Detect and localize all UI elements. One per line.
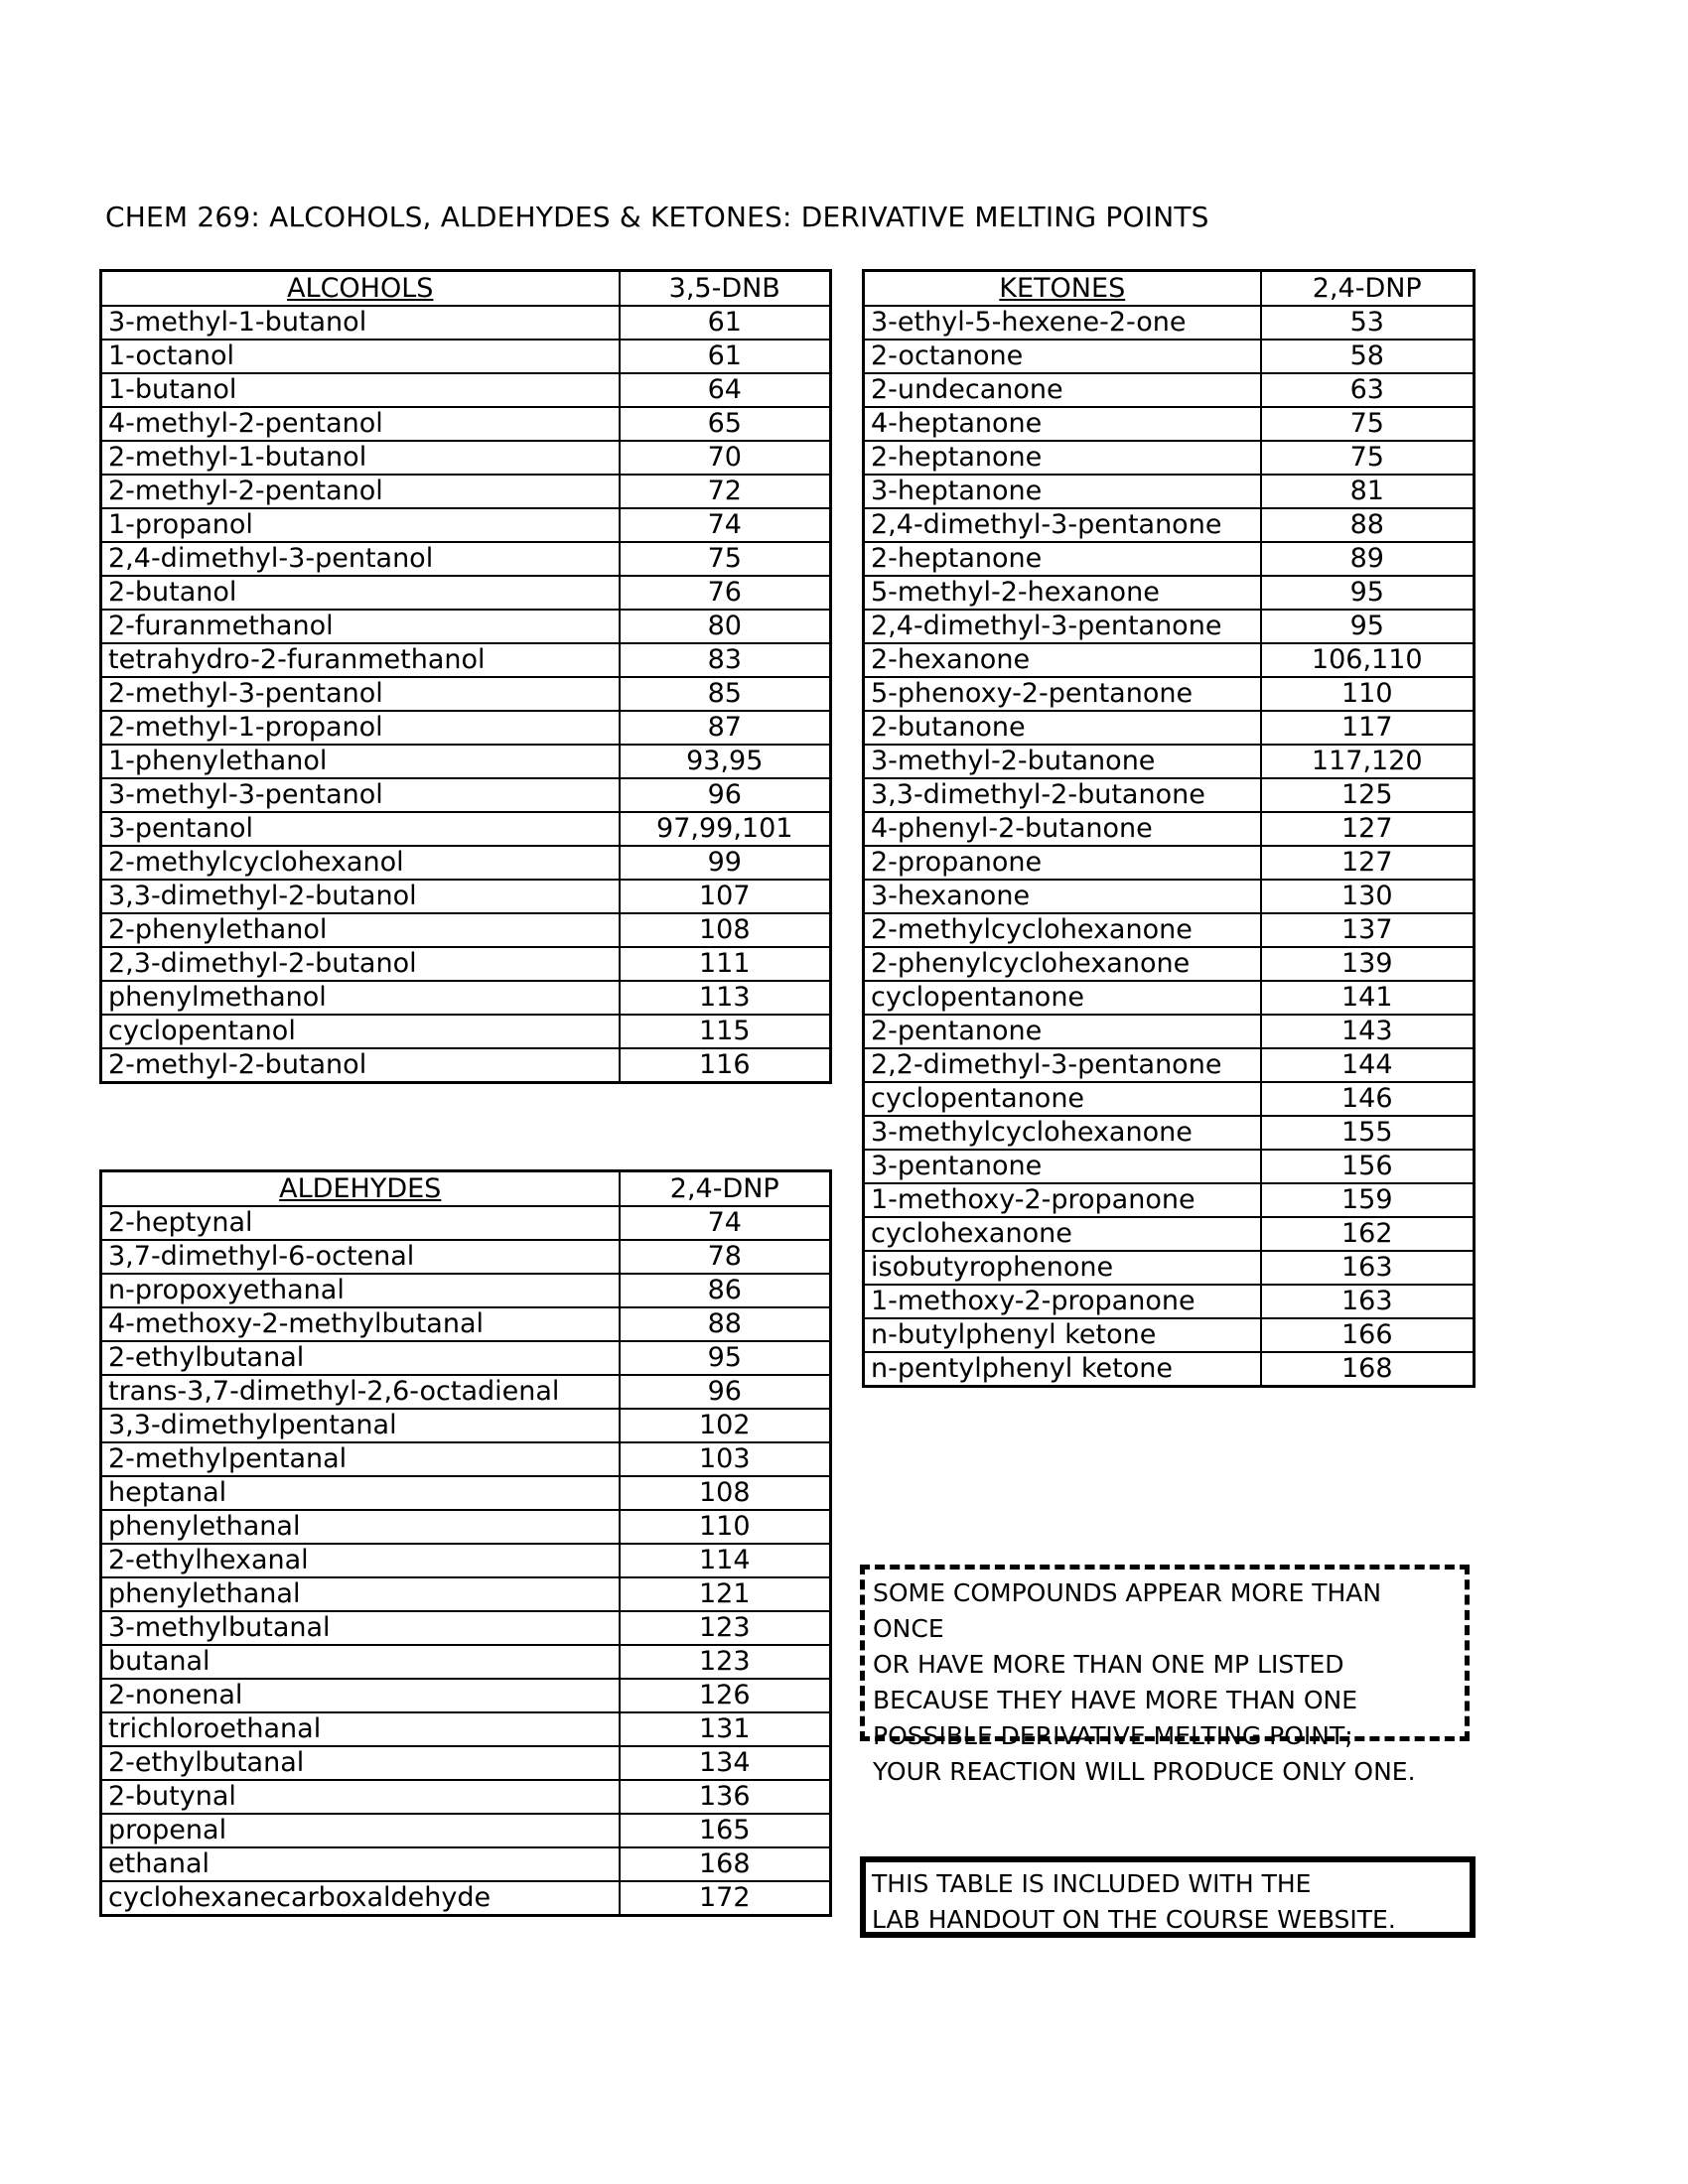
melting-point: 162 xyxy=(1261,1217,1475,1251)
melting-point: 127 xyxy=(1261,812,1475,846)
compound-name: 4-methyl-2-pentanol xyxy=(101,407,620,441)
table-row xyxy=(864,1217,1475,1251)
melting-point: 88 xyxy=(1261,508,1475,542)
melting-point: 75 xyxy=(1261,441,1475,475)
table-row xyxy=(101,913,831,947)
compound-name: 2-butanol xyxy=(101,576,620,610)
compound-name: 2-methyl-2-butanol xyxy=(101,1048,620,1083)
compound-name: 1-phenylethanol xyxy=(101,745,620,778)
melting-point: 107 xyxy=(620,880,831,913)
table-row xyxy=(101,947,831,981)
table-row xyxy=(864,610,1475,643)
melting-point: 80 xyxy=(620,610,831,643)
compound-name: 3-pentanol xyxy=(101,812,620,846)
melting-point: 159 xyxy=(1261,1183,1475,1217)
melting-point: 93,95 xyxy=(620,745,831,778)
melting-point: 168 xyxy=(1261,1352,1475,1387)
table-row xyxy=(101,407,831,441)
table-row xyxy=(101,643,831,677)
table-row xyxy=(101,981,831,1015)
compound-name: 2-phenylcyclohexanone xyxy=(864,947,1261,981)
melting-point: 115 xyxy=(620,1015,831,1048)
table-row xyxy=(864,475,1475,508)
compound-name: 2-undecanone xyxy=(864,373,1261,407)
compound-name: phenylethanal xyxy=(101,1510,620,1544)
compound-name: phenylmethanol xyxy=(101,981,620,1015)
compound-name: 3-methylcyclohexanone xyxy=(864,1116,1261,1150)
table-row xyxy=(101,778,831,812)
melting-point: 121 xyxy=(620,1577,831,1611)
melting-point: 110 xyxy=(620,1510,831,1544)
compound-name: 2-pentanone xyxy=(864,1015,1261,1048)
table-row xyxy=(864,947,1475,981)
melting-point: 64 xyxy=(620,373,831,407)
table-row xyxy=(101,610,831,643)
compound-name: 2-hexanone xyxy=(864,643,1261,677)
compound-name: 1-octanol xyxy=(101,340,620,373)
melting-point: 83 xyxy=(620,643,831,677)
table-row xyxy=(101,745,831,778)
table-row xyxy=(101,576,831,610)
melting-point: 72 xyxy=(620,475,831,508)
table-row xyxy=(864,306,1475,340)
melting-point: 61 xyxy=(620,306,831,340)
table-row xyxy=(864,677,1475,711)
melting-point: 155 xyxy=(1261,1116,1475,1150)
compound-name: 2-nonenal xyxy=(101,1679,620,1712)
table-row xyxy=(864,576,1475,610)
compound-name: 2-furanmethanol xyxy=(101,610,620,643)
melting-point: 53 xyxy=(1261,306,1475,340)
compound-name: 2-phenylethanol xyxy=(101,913,620,947)
melting-point: 58 xyxy=(1261,340,1475,373)
table-row xyxy=(864,745,1475,778)
table-row xyxy=(101,1307,831,1341)
table-row xyxy=(864,340,1475,373)
compound-name: n-pentylphenyl ketone xyxy=(864,1352,1261,1387)
compound-name: 3-methyl-1-butanol xyxy=(101,306,620,340)
melting-point: 96 xyxy=(620,778,831,812)
melting-point: 88 xyxy=(620,1307,831,1341)
table-row xyxy=(101,542,831,576)
compound-name: 2-propanone xyxy=(864,846,1261,880)
course-website-note: THIS TABLE IS INCLUDED WITH THE LAB HANDOUT ON THE COURSE WEBSITE. xyxy=(860,1856,1476,1938)
compound-name: n-butylphenyl ketone xyxy=(864,1318,1261,1352)
compound-name: 2,4-dimethyl-3-pentanone xyxy=(864,610,1261,643)
compound-name: 2-ethylbutanal xyxy=(101,1746,620,1780)
compound-name: 5-phenoxy-2-pentanone xyxy=(864,677,1261,711)
table-row xyxy=(101,1510,831,1544)
column-header-compound: ALCOHOLS xyxy=(101,271,620,307)
melting-point: 163 xyxy=(1261,1251,1475,1285)
melting-point: 75 xyxy=(620,542,831,576)
melting-point: 117 xyxy=(1261,711,1475,745)
melting-point: 70 xyxy=(620,441,831,475)
table-row xyxy=(101,1375,831,1409)
melting-point: 134 xyxy=(620,1746,831,1780)
aldehydes-table xyxy=(99,1169,832,1917)
compound-name: cyclopentanol xyxy=(101,1015,620,1048)
table-row xyxy=(864,1082,1475,1116)
table-row xyxy=(864,1318,1475,1352)
compound-name: ethanal xyxy=(101,1847,620,1881)
compound-name: propenal xyxy=(101,1814,620,1847)
table-row xyxy=(101,441,831,475)
compound-name: 2-heptynal xyxy=(101,1206,620,1240)
compound-name: 2-methyl-3-pentanol xyxy=(101,677,620,711)
melting-point: 111 xyxy=(620,947,831,981)
melting-point: 156 xyxy=(1261,1150,1475,1183)
compound-name: 3-pentanone xyxy=(864,1150,1261,1183)
melting-point: 146 xyxy=(1261,1082,1475,1116)
melting-point: 113 xyxy=(620,981,831,1015)
compound-name: 3,3-dimethyl-2-butanone xyxy=(864,778,1261,812)
compound-name: heptanal xyxy=(101,1476,620,1510)
column-header-derivative: 2,4-DNP xyxy=(620,1171,831,1207)
melting-point: 95 xyxy=(620,1341,831,1375)
compound-name: 2-methylcyclohexanol xyxy=(101,846,620,880)
compound-name: 4-phenyl-2-butanone xyxy=(864,812,1261,846)
melting-point: 108 xyxy=(620,913,831,947)
compound-name: cyclohexanone xyxy=(864,1217,1261,1251)
table-row xyxy=(864,643,1475,677)
compound-name: 2-heptanone xyxy=(864,441,1261,475)
compound-name: 4-methoxy-2-methylbutanal xyxy=(101,1307,620,1341)
melting-point: 130 xyxy=(1261,880,1475,913)
table-row xyxy=(864,508,1475,542)
compound-name: phenylethanal xyxy=(101,1577,620,1611)
table-row xyxy=(101,711,831,745)
table-row xyxy=(864,1150,1475,1183)
table-row xyxy=(101,1409,831,1442)
compound-name: 2,4-dimethyl-3-pentanone xyxy=(864,508,1261,542)
melting-point: 141 xyxy=(1261,981,1475,1015)
compound-name: 3-methyl-2-butanone xyxy=(864,745,1261,778)
melting-point: 63 xyxy=(1261,373,1475,407)
table-row xyxy=(864,1285,1475,1318)
melting-point: 87 xyxy=(620,711,831,745)
table-row xyxy=(101,1746,831,1780)
compound-name: 2-butanone xyxy=(864,711,1261,745)
table-row xyxy=(864,1251,1475,1285)
compound-name: 2-methyl-2-pentanol xyxy=(101,475,620,508)
table-row xyxy=(864,913,1475,947)
melting-point: 117,120 xyxy=(1261,745,1475,778)
column-header-compound: ALDEHYDES xyxy=(101,1171,620,1207)
melting-point: 139 xyxy=(1261,947,1475,981)
table-row xyxy=(101,340,831,373)
table-row xyxy=(864,981,1475,1015)
table-row xyxy=(864,542,1475,576)
compound-name: 2-butynal xyxy=(101,1780,620,1814)
melting-point: 75 xyxy=(1261,407,1475,441)
compound-name: trans-3,7-dimethyl-2,6-octadienal xyxy=(101,1375,620,1409)
table-row xyxy=(864,880,1475,913)
table-row xyxy=(101,1544,831,1577)
melting-point: 116 xyxy=(620,1048,831,1083)
melting-point: 81 xyxy=(1261,475,1475,508)
compound-name: 3,7-dimethyl-6-octenal xyxy=(101,1240,620,1274)
melting-point: 95 xyxy=(1261,610,1475,643)
melting-point: 74 xyxy=(620,508,831,542)
table-row xyxy=(101,306,831,340)
melting-point: 103 xyxy=(620,1442,831,1476)
melting-point: 136 xyxy=(620,1780,831,1814)
compound-name: 3-methylbutanal xyxy=(101,1611,620,1645)
melting-point: 123 xyxy=(620,1611,831,1645)
table-row xyxy=(864,1183,1475,1217)
melting-point: 114 xyxy=(620,1544,831,1577)
melting-point: 127 xyxy=(1261,846,1475,880)
table-row xyxy=(864,711,1475,745)
melting-point: 86 xyxy=(620,1274,831,1307)
table-row xyxy=(101,475,831,508)
table-row xyxy=(101,1206,831,1240)
melting-point: 96 xyxy=(620,1375,831,1409)
compound-name: 1-butanol xyxy=(101,373,620,407)
header-row xyxy=(101,271,831,307)
melting-point: 168 xyxy=(620,1847,831,1881)
melting-point: 99 xyxy=(620,846,831,880)
table-row xyxy=(101,373,831,407)
compound-name: 2-methyl-1-propanol xyxy=(101,711,620,745)
compound-name: 3-methyl-3-pentanol xyxy=(101,778,620,812)
melting-point: 61 xyxy=(620,340,831,373)
compound-name: cyclohexanecarboxaldehyde xyxy=(101,1881,620,1916)
melting-point: 85 xyxy=(620,677,831,711)
table-row xyxy=(101,508,831,542)
compound-name: 1-methoxy-2-propanone xyxy=(864,1183,1261,1217)
table-row xyxy=(101,1274,831,1307)
compound-name: 2-methyl-1-butanol xyxy=(101,441,620,475)
compound-name: 2-ethylbutanal xyxy=(101,1341,620,1375)
melting-point: 95 xyxy=(1261,576,1475,610)
compound-name: n-propoxyethanal xyxy=(101,1274,620,1307)
compound-name: 2-heptanone xyxy=(864,542,1261,576)
melting-point: 126 xyxy=(620,1679,831,1712)
table-row xyxy=(864,373,1475,407)
table-row xyxy=(101,1476,831,1510)
table-row xyxy=(101,1015,831,1048)
table-row xyxy=(864,1015,1475,1048)
melting-point: 78 xyxy=(620,1240,831,1274)
table-row xyxy=(864,812,1475,846)
table-row xyxy=(101,1712,831,1746)
compound-name: tetrahydro-2-furanmethanol xyxy=(101,643,620,677)
compound-name: 2-methylpentanal xyxy=(101,1442,620,1476)
compound-name: 5-methyl-2-hexanone xyxy=(864,576,1261,610)
melting-point: 144 xyxy=(1261,1048,1475,1082)
table-row xyxy=(101,880,831,913)
compound-name: 2,2-dimethyl-3-pentanone xyxy=(864,1048,1261,1082)
compound-name: cyclopentanone xyxy=(864,981,1261,1015)
melting-point: 108 xyxy=(620,1476,831,1510)
table-row xyxy=(101,1611,831,1645)
table-row xyxy=(864,407,1475,441)
melting-point: 74 xyxy=(620,1206,831,1240)
melting-point: 123 xyxy=(620,1645,831,1679)
table-row xyxy=(864,1048,1475,1082)
page-title: CHEM 269: ALCOHOLS, ALDEHYDES & KETONES: DERIVATIVE MELTING POINTS xyxy=(105,201,1209,233)
table-row xyxy=(101,1847,831,1881)
column-header-compound: KETONES xyxy=(864,271,1261,307)
compound-name: 3-heptanone xyxy=(864,475,1261,508)
header-row xyxy=(864,271,1475,307)
header-row xyxy=(101,1171,831,1207)
table-row xyxy=(101,1442,831,1476)
compound-name: 3,3-dimethyl-2-butanol xyxy=(101,880,620,913)
table-row xyxy=(101,846,831,880)
compound-name: cyclopentanone xyxy=(864,1082,1261,1116)
melting-point: 89 xyxy=(1261,542,1475,576)
compound-name: 3-hexanone xyxy=(864,880,1261,913)
table-row xyxy=(101,812,831,846)
column-header-derivative: 3,5-DNB xyxy=(620,271,831,307)
compound-name: 2,3-dimethyl-2-butanol xyxy=(101,947,620,981)
table-row xyxy=(101,1048,831,1083)
table-row xyxy=(101,1814,831,1847)
table-row xyxy=(864,441,1475,475)
melting-point: 125 xyxy=(1261,778,1475,812)
table-row xyxy=(864,1116,1475,1150)
compound-name: 1-propanol xyxy=(101,508,620,542)
melting-point: 166 xyxy=(1261,1318,1475,1352)
compound-name: butanal xyxy=(101,1645,620,1679)
table-row xyxy=(101,1645,831,1679)
table-row xyxy=(101,1679,831,1712)
melting-point: 143 xyxy=(1261,1015,1475,1048)
compound-name: 3,3-dimethylpentanal xyxy=(101,1409,620,1442)
ketones-table xyxy=(862,269,1476,1388)
melting-point: 110 xyxy=(1261,677,1475,711)
compound-name: 3-ethyl-5-hexene-2-one xyxy=(864,306,1261,340)
compound-name: 1-methoxy-2-propanone xyxy=(864,1285,1261,1318)
table-row xyxy=(101,1881,831,1916)
compound-name: 2-ethylhexanal xyxy=(101,1544,620,1577)
melting-point: 65 xyxy=(620,407,831,441)
duplicate-compounds-note: SOME COMPOUNDS APPEAR MORE THAN ONCE OR HAVE MORE THAN ONE MP LISTED BECAUSE THEY HAVE MORE THAN ONE POSSIBLE DERIVATIVE MELTING POINT; YOUR REACTION WILL PRODUCE ONLY ONE. xyxy=(860,1565,1470,1741)
compound-name: 2-octanone xyxy=(864,340,1261,373)
table-row xyxy=(864,778,1475,812)
melting-point: 131 xyxy=(620,1712,831,1746)
melting-point: 163 xyxy=(1261,1285,1475,1318)
column-header-derivative: 2,4-DNP xyxy=(1261,271,1475,307)
compound-name: isobutyrophenone xyxy=(864,1251,1261,1285)
table-row xyxy=(101,677,831,711)
compound-name: 2,4-dimethyl-3-pentanol xyxy=(101,542,620,576)
melting-point: 97,99,101 xyxy=(620,812,831,846)
melting-point: 76 xyxy=(620,576,831,610)
melting-point: 172 xyxy=(620,1881,831,1916)
table-row xyxy=(101,1780,831,1814)
alcohols-table xyxy=(99,269,832,1084)
table-row xyxy=(101,1341,831,1375)
compound-name: trichloroethanal xyxy=(101,1712,620,1746)
melting-point: 137 xyxy=(1261,913,1475,947)
compound-name: 4-heptanone xyxy=(864,407,1261,441)
table-row xyxy=(864,1352,1475,1387)
melting-point: 102 xyxy=(620,1409,831,1442)
table-row xyxy=(101,1577,831,1611)
melting-point: 106,110 xyxy=(1261,643,1475,677)
melting-point: 165 xyxy=(620,1814,831,1847)
table-row xyxy=(864,846,1475,880)
compound-name: 2-methylcyclohexanone xyxy=(864,913,1261,947)
table-row xyxy=(101,1240,831,1274)
